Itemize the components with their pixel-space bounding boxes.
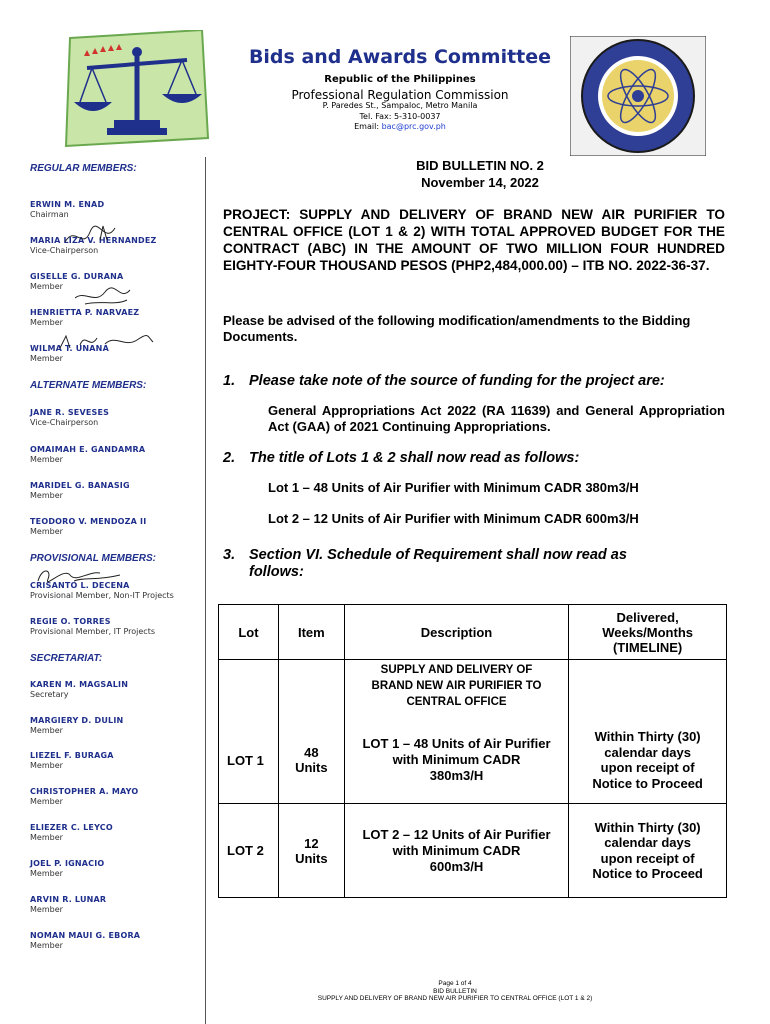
desc-l3: 600m3/H [429, 858, 484, 874]
member-name: MARIA LIZA V. HERNANDEZ [30, 236, 157, 245]
member-name: KAREN M. MAGSALIN [30, 680, 129, 689]
item-title: The title of Lots 1 & 2 shall now read as follows: [249, 450, 580, 466]
item-2-heading [223, 450, 725, 467]
email-link[interactable]: bac@prc.gov.ph [381, 122, 446, 131]
project-statement: PROJECT: SUPPLY AND DELIVERY OF BRAND NEW AIR PURIFIER TO CENTRAL OFFICE (LOT 1 & 2) WITH TOTAL APPROVED BUDGET FOR THE CONTRACT (ABC) IN THE AMOUNT OF TWO MILLION FOUR HUNDRED EIGHTY-FOUR THOUSAND PESOS (PHP2,484,000.00) – ITB NO. 2022-36-37. [223, 207, 725, 273]
group-title-l2: BRAND NEW AIR PURIFIER TO [371, 680, 542, 692]
member-name: JOEL P. IGNACIO [30, 859, 105, 868]
member-name: MARIDEL G. BANASIG [30, 481, 130, 490]
desc-l1: LOT 2 – 12 Units of Air Purifier [362, 826, 551, 842]
member-role: Provisional Member, Non-IT Projects [30, 591, 174, 600]
header-delivered-l2: Weeks/Months [602, 624, 693, 640]
desc-l1: LOT 1 – 48 Units of Air Purifier [362, 736, 551, 752]
desc-l2: with Minimum CADR [392, 842, 521, 858]
member-role: Chairman [30, 210, 69, 219]
item-number: 1. [223, 373, 236, 389]
member-name: REGIE O. TORRES [30, 617, 111, 626]
table-row [219, 718, 727, 804]
header-delivered-l1: Delivered, [616, 609, 679, 625]
item-qty: 48 [304, 745, 319, 761]
member-role: Member [30, 282, 63, 291]
header-delivered [569, 605, 727, 660]
member-role: Member [30, 527, 63, 536]
provisional-members-title: PROVISIONAL MEMBERS: [30, 553, 156, 564]
time-l4: Notice to Proceed [592, 866, 703, 881]
item-1-body: General Appropriations Act 2022 (RA 11639) and General Appropriation Act (GAA) of 2021 Continuing Appropriations. [268, 403, 725, 434]
sidebar-divider [205, 157, 206, 1024]
item-number: 3. [223, 547, 236, 563]
group-title-cell [344, 660, 568, 718]
page-number: Page 1 of 4 [438, 980, 472, 987]
address-line: P. Paredes St., Sampaloc, Metro Manila [322, 101, 478, 110]
item-2-lot1: Lot 1 – 48 Units of Air Purifier with Minimum CADR 380m3/H [268, 480, 639, 495]
member-name: ARVIN R. LUNAR [30, 895, 107, 904]
item-title: Section VI. Schedule of Requirement shall now read as [249, 547, 627, 563]
table-header-row [219, 605, 727, 660]
group-title-l3: CENTRAL OFFICE [406, 696, 507, 708]
time-l3: upon receipt of [600, 760, 695, 776]
lot-cell: LOT 2 [219, 804, 279, 898]
member-name: WILMA T. UNANA [30, 344, 109, 353]
header-lot: Lot [219, 605, 279, 660]
item-3-heading-line2: follows: [249, 564, 304, 580]
item-cell [278, 718, 344, 804]
advice-text: Please be advised of the following modification/amendments to the Bidding Documents. [223, 313, 691, 344]
lot-cell: LOT 1 [219, 718, 279, 804]
table-cell [219, 660, 279, 718]
member-role: Member [30, 455, 63, 464]
bac-scales-logo [62, 30, 212, 150]
schedule-table [218, 604, 727, 898]
member-role: Provisional Member, IT Projects [30, 627, 155, 636]
time-l3: upon receipt of [600, 850, 695, 866]
member-name: GISELLE G. DURANA [30, 272, 124, 281]
member-name: JANE R. SEVESES [30, 408, 110, 417]
member-role: Secretary [30, 690, 69, 699]
member-name: ERWIN M. ENAD [30, 200, 105, 209]
member-name: TEODORO V. MENDOZA II [30, 517, 147, 526]
prc-seal-logo [570, 36, 706, 156]
item-number: 2. [223, 450, 236, 466]
table-row-group-title [219, 660, 727, 718]
member-role: Member [30, 833, 63, 842]
table-cell [569, 660, 727, 718]
signatures-graphic [55, 220, 185, 370]
secretariat-title: SECRETARIAT: [30, 653, 103, 664]
tel-line: Tel. Fax: 5-310-0037 [359, 112, 441, 121]
email-label: Email: [354, 122, 382, 131]
page-footer [230, 980, 680, 1003]
timeline-cell [569, 804, 727, 898]
group-title-l1: SUPPLY AND DELIVERY OF [380, 664, 533, 676]
member-name: CHRISTOPHER A. MAYO [30, 787, 139, 796]
bulletin-number: BID BULLETIN NO. 2 [416, 158, 544, 173]
member-role: Member [30, 905, 63, 914]
member-role: Member [30, 797, 63, 806]
time-l2: calendar days [604, 744, 691, 760]
committee-title: Bids and Awards Committee [248, 46, 552, 68]
header-item: Item [278, 605, 344, 660]
desc-l3: 380m3/H [429, 768, 484, 784]
item-unit: Units [295, 760, 328, 776]
member-role: Member [30, 318, 63, 327]
member-role: Member [30, 491, 63, 500]
member-role: Member [30, 869, 63, 878]
item-cell [278, 804, 344, 898]
member-name: OMAIMAH E. GANDAMRA [30, 445, 146, 454]
alternate-members-title: ALTERNATE MEMBERS: [30, 380, 147, 391]
member-name: NOMAN MAUI G. EBORA [30, 931, 141, 940]
member-name: ELIEZER C. LEYCO [30, 823, 113, 832]
item-1-heading [223, 373, 725, 390]
time-l1: Within Thirty (30) [594, 729, 701, 745]
footer-doc: BID BULLETIN [433, 987, 477, 995]
member-role: Member [30, 941, 63, 950]
member-role: Vice-Chairperson [30, 246, 99, 255]
description-cell [344, 804, 568, 898]
republic-line: Republic of the Philippines [324, 74, 476, 85]
email-line [200, 122, 600, 131]
member-name: HENRIETTA P. NARVAEZ [30, 308, 140, 317]
desc-l2: with Minimum CADR [392, 752, 521, 768]
member-role: Vice-Chairperson [30, 418, 99, 427]
item-2-lot2: Lot 2 – 12 Units of Air Purifier with Minimum CADR 600m3/H [268, 511, 639, 526]
item-qty: 12 [304, 835, 319, 851]
footer-project: SUPPLY AND DELIVERY OF BRAND NEW AIR PURIFIER TO CENTRAL OFFICE (LOT 1 & 2) [317, 995, 593, 1002]
item-3-heading [223, 547, 725, 564]
item-title: Please take note of the source of funding for the project are: [249, 373, 665, 389]
time-l2: calendar days [604, 835, 691, 850]
bulletin-date: November 14, 2022 [421, 175, 539, 190]
header-description: Description [344, 605, 568, 660]
header-delivered-l3: (TIMELINE) [612, 639, 683, 655]
description-cell [344, 718, 568, 804]
timeline-cell [569, 718, 727, 804]
member-role: Member [30, 354, 63, 363]
member-name: MARGIERY D. DULIN [30, 716, 124, 725]
item-unit: Units [295, 850, 328, 866]
table-cell [278, 660, 344, 718]
member-name: CRISANTO L. DECENA [30, 581, 130, 590]
time-l1: Within Thirty (30) [594, 819, 701, 835]
member-role: Member [30, 761, 63, 770]
member-role: Member [30, 726, 63, 735]
table-row [219, 804, 727, 898]
regular-members-title: REGULAR MEMBERS: [30, 163, 137, 174]
commission-line: Professional Regulation Commission [291, 88, 509, 102]
time-l4: Notice to Proceed [592, 775, 703, 791]
member-name: LIEZEL F. BURAGA [30, 751, 114, 760]
